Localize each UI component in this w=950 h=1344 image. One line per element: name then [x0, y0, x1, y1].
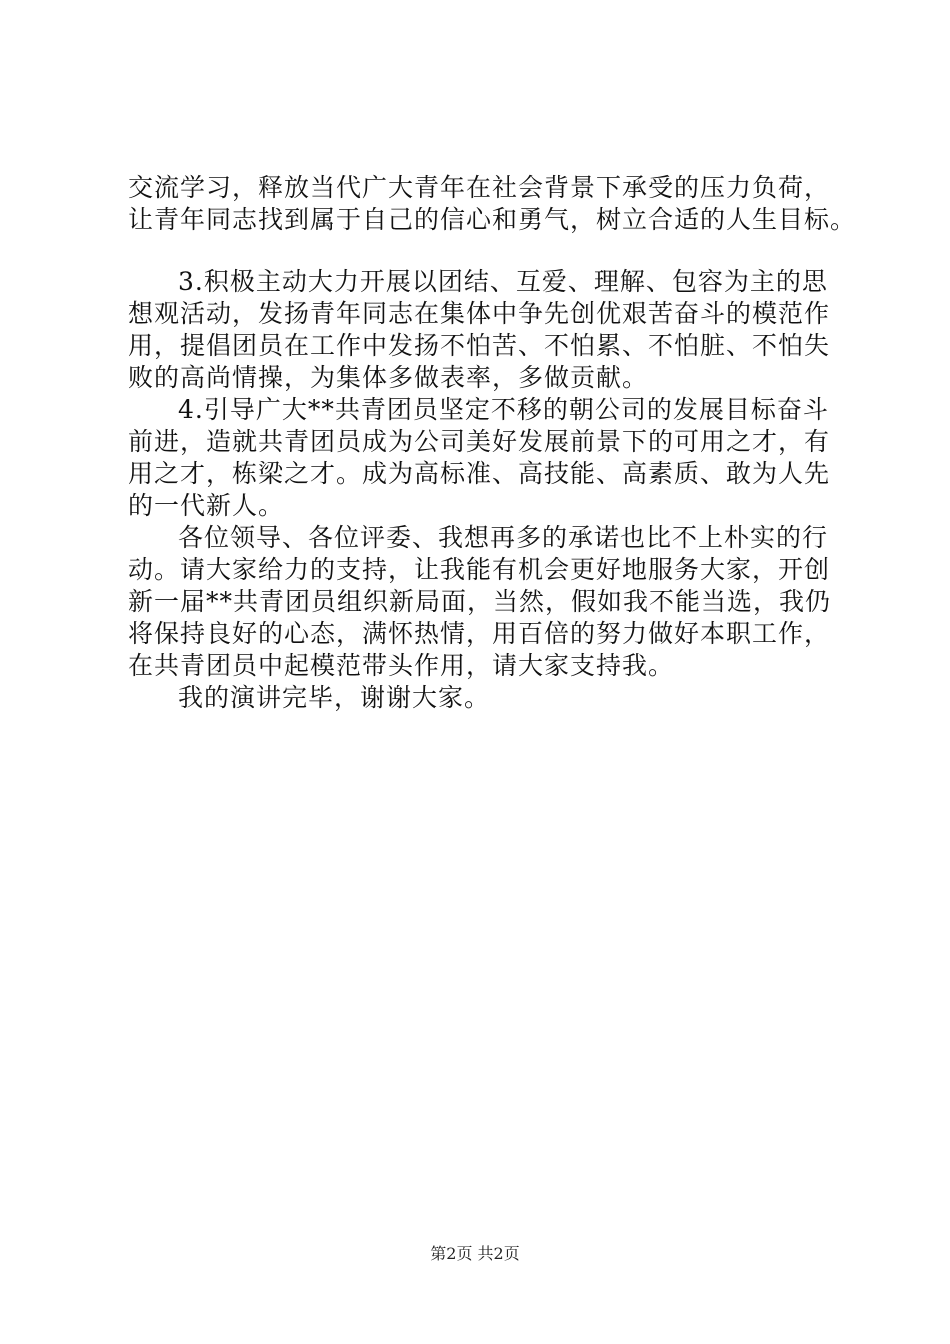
text-line: 各位领导、各位评委、我想再多的承诺也比不上朴实的行: [178, 523, 829, 552]
text-line: 想观活动，发扬青年同志在集体中争先创优艰苦奋斗的模范作: [128, 299, 831, 328]
text-line: 动。请大家给力的支持，让我能有机会更好地服务大家，开创: [128, 555, 831, 584]
text-line: 将保持良好的心态，满怀热情，用百倍的努力做好本职工作，: [128, 619, 831, 648]
text-line: 在共青团员中起模范带头作用，请大家支持我。: [128, 651, 675, 680]
text-line: 3.积极主动大力开展以团结、互爱、理解、包容为主的思: [178, 267, 828, 296]
text-line: 新一届**共青团员组织新局面，当然，假如我不能当选，我仍: [128, 587, 832, 616]
text-line: 4.引导广大**共青团员坚定不移的朝公司的发展目标奋斗: [178, 395, 829, 424]
text-line: 让青年同志找到属于自己的信心和勇气，树立合适的人生目标。: [128, 205, 857, 234]
page-footer: [0, 1244, 950, 1264]
text-line: 用之才，栋梁之才。成为高标准、高技能、高素质、敢为人先: [128, 459, 831, 488]
text-line: 我的演讲完毕，谢谢大家。: [178, 683, 491, 712]
text-line: 交流学习，释放当代广大青年在社会背景下承受的压力负荷，: [128, 173, 831, 202]
page-number-label: 第2页 共2页: [430, 1244, 520, 1263]
document-body: [128, 172, 857, 714]
text-line: 败的高尚情操，为集体多做表率，多做贡献。: [128, 363, 649, 392]
text-line: 用，提倡团员在工作中发扬不怕苦、不怕累、不怕脏、不怕失: [128, 331, 831, 360]
paragraph-gap: [128, 236, 838, 266]
text-line: 前进，造就共青团员成为公司美好发展前景下的可用之才，有: [128, 427, 831, 456]
text-line: 的一代新人。: [128, 491, 285, 520]
